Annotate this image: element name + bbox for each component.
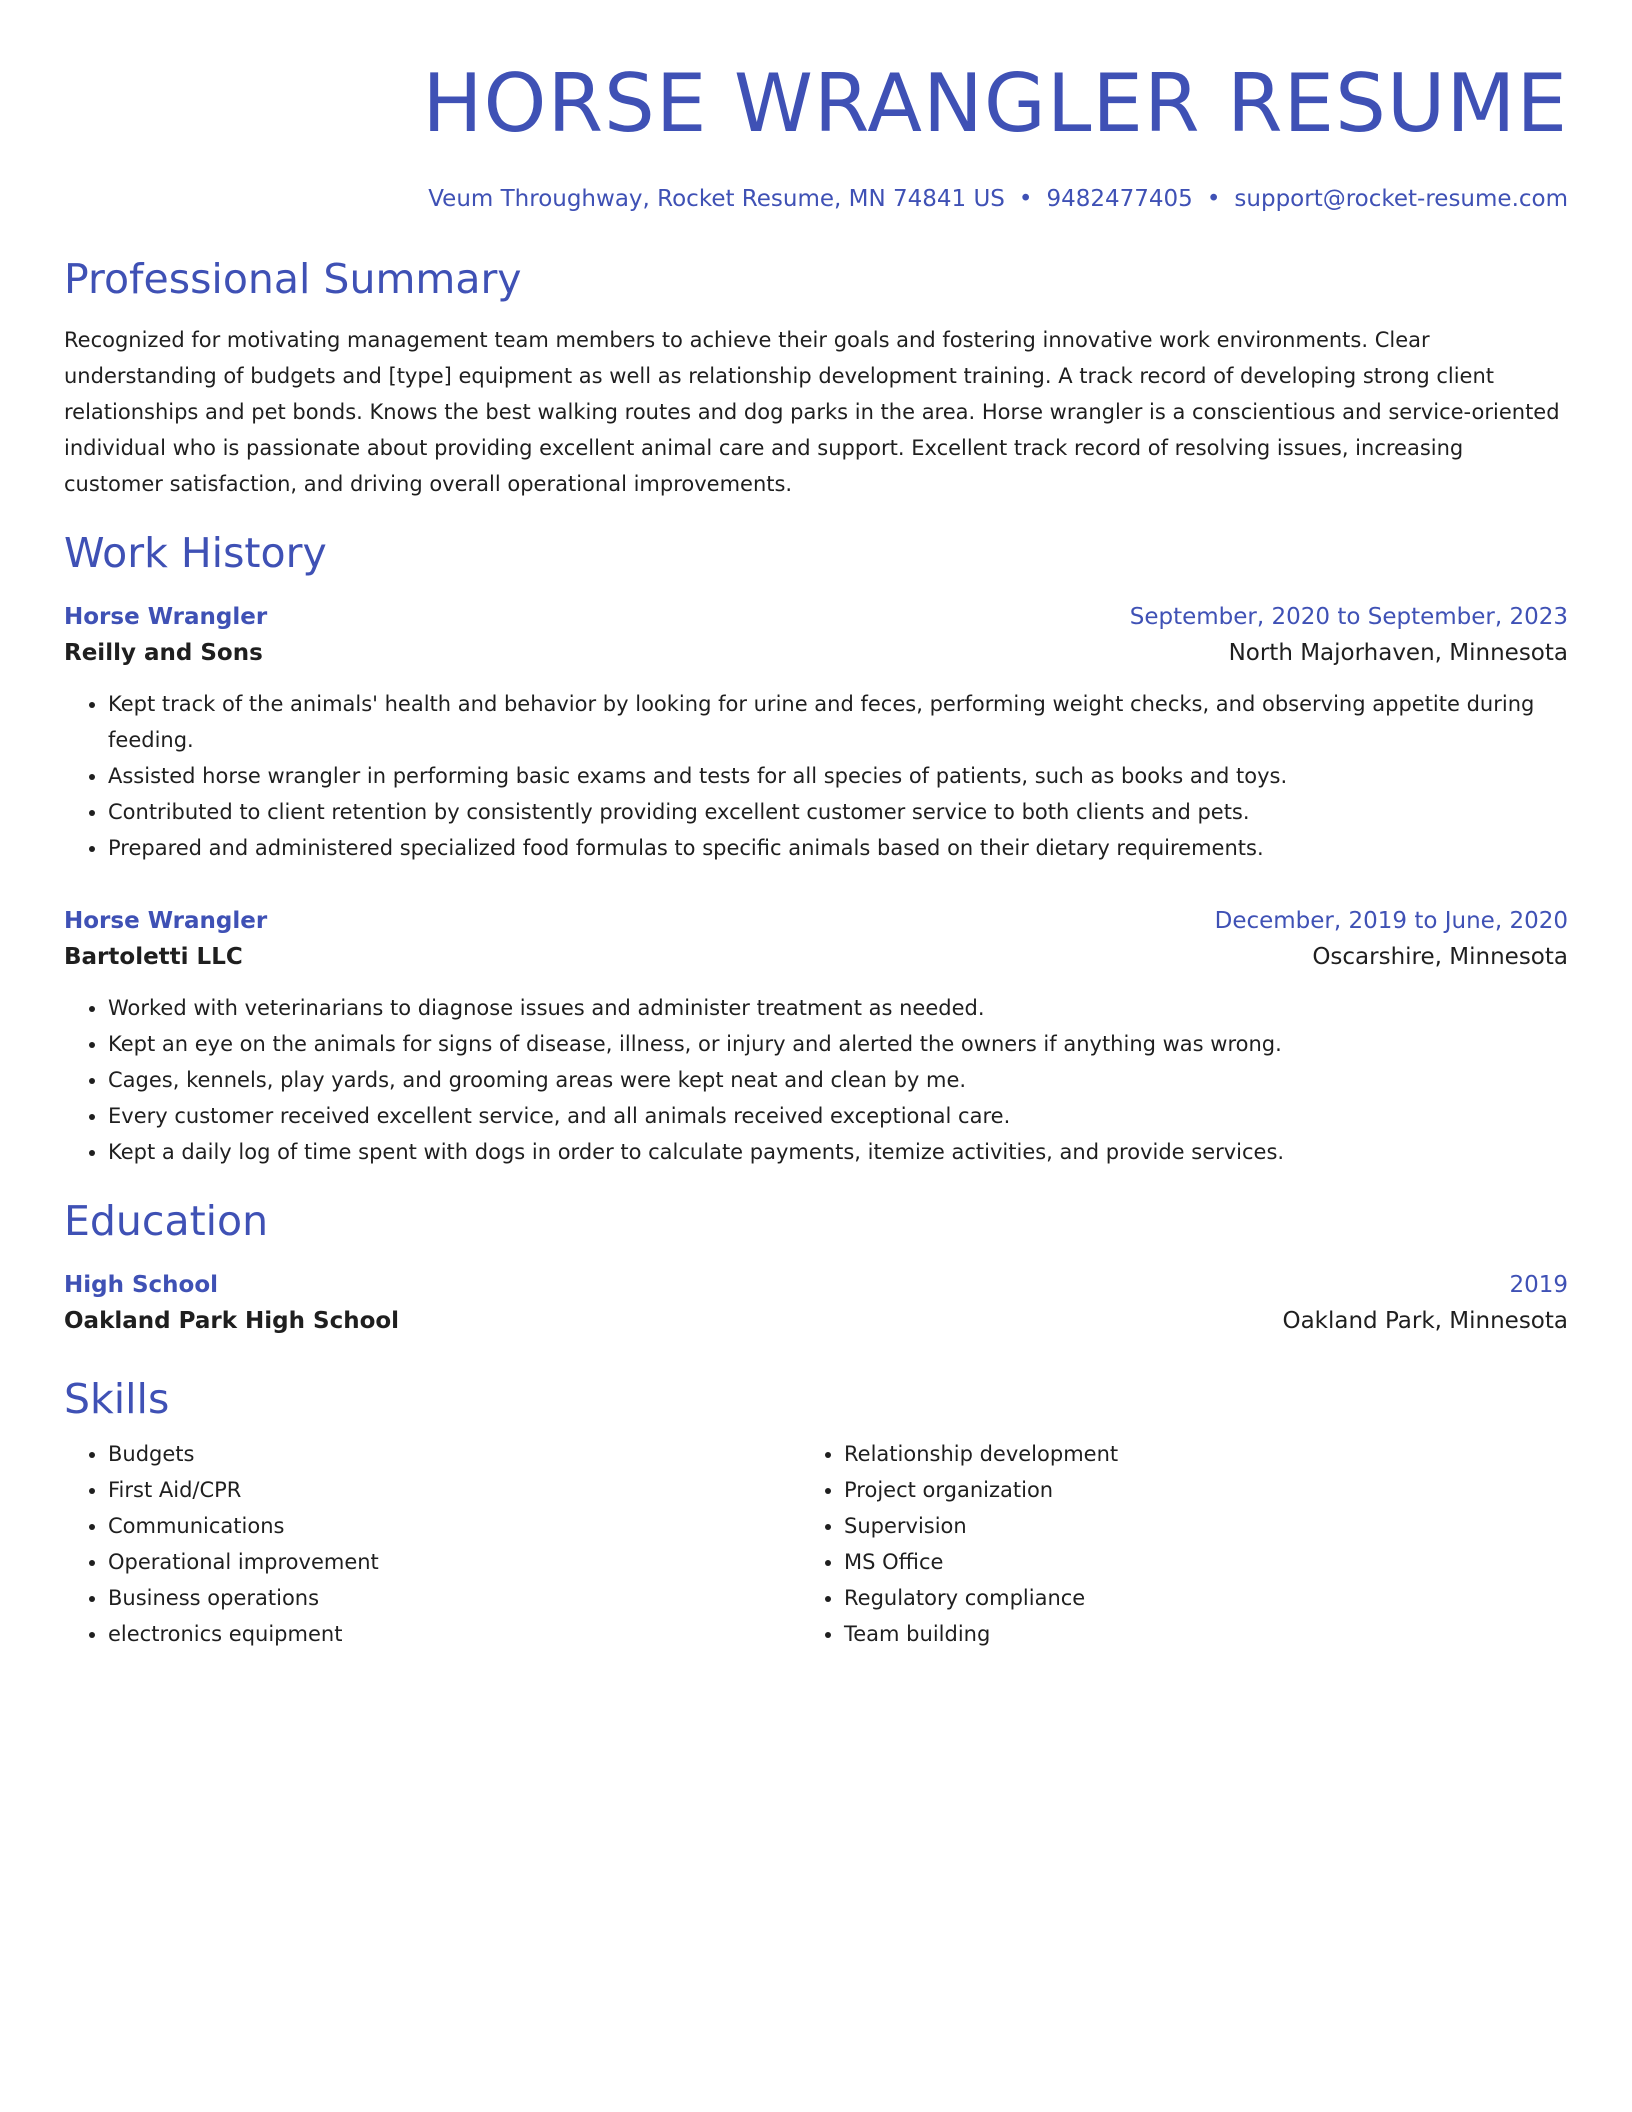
summary-text: Recognized for motivating management team members to achieve their goals and fostering innovative work environments. Clear understanding of budgets and [type] equipment as well as relationship development training. A track record of developing strong client relationships and pet bonds. Knows the best walking routes and dog parks in the area. Horse wrangler is a conscientious and service-oriented individual who is passionate about providing excellent animal care and support. Excellent track record of resolving issues, increasing customer satisfaction, and driving overall operational improvements.	[64, 328, 1560, 496]
skill-item: • Business operations	[108, 1580, 800, 1616]
skill-item: • Team building	[844, 1616, 1536, 1652]
skill-item: • Relationship development	[844, 1436, 1536, 1472]
job-company: Bartoletti LLC	[64, 944, 243, 970]
skill-item: • electronics equipment	[108, 1616, 800, 1652]
education-school: Oakland Park High School	[64, 1308, 400, 1334]
skill-item: • Supervision	[844, 1508, 1536, 1544]
skill-item: • Communications	[108, 1508, 800, 1544]
job-dates: December, 2019 to June, 2020	[1214, 908, 1568, 934]
job-duties-list	[64, 686, 1568, 866]
job-title: Horse Wrangler	[64, 604, 268, 630]
job-duty: • Worked with veterinarians to diagnose issues and administer treatment as needed.	[108, 990, 1568, 1026]
job-entry	[64, 600, 1568, 866]
job-duty: • Contributed to client retention by consistently providing excellent customer service to both clients and pets.	[108, 794, 1568, 830]
education-header-row	[64, 1268, 1568, 1302]
skill-item: • Operational improvement	[108, 1544, 800, 1580]
education-entry	[64, 1268, 1568, 1340]
job-title: Horse Wrangler	[64, 908, 268, 934]
job-duties-list	[64, 990, 1568, 1170]
job-header-row	[64, 600, 1568, 634]
skills-list-left	[64, 1436, 800, 1652]
skill-item: • Budgets	[108, 1436, 800, 1472]
contact-email: support@rocket-resume.com	[1234, 186, 1568, 212]
job-location: North Majorhaven, Minnesota	[1228, 640, 1568, 666]
resume-title: HORSE WRANGLER RESUME	[422, 57, 1568, 150]
summary-heading: Professional Summary	[64, 255, 522, 303]
job-duty: • Cages, kennels, play yards, and grooming areas were kept neat and clean by me.	[108, 1062, 1568, 1098]
contact-phone: 9482477405	[1046, 186, 1193, 212]
skills-grid	[64, 1436, 1568, 1652]
work-history-heading: Work History	[64, 529, 327, 577]
skills-list-right	[800, 1436, 1536, 1652]
skill-item: • Regulatory compliance	[844, 1580, 1536, 1616]
contact-line	[64, 184, 1568, 214]
job-duty: • Prepared and administered specialized food formulas to specific animals based on their dietary requirements.	[108, 830, 1568, 866]
education-school-row	[64, 1302, 1568, 1340]
skill-item: • Project organization	[844, 1472, 1536, 1508]
contact-separator: •	[1018, 186, 1033, 212]
job-dates: September, 2020 to September, 2023	[1129, 604, 1568, 630]
job-duty: • Kept a daily log of time spent with dogs in order to calculate payments, itemize activities, and provide services.	[108, 1134, 1568, 1170]
job-company: Reilly and Sons	[64, 640, 263, 666]
job-entry	[64, 904, 1568, 1170]
skill-item: • First Aid/CPR	[108, 1472, 800, 1508]
job-duty: • Assisted horse wrangler in performing basic exams and tests for all species of patients, such as books and toys.	[108, 758, 1568, 794]
job-header-row	[64, 904, 1568, 938]
education-heading: Education	[64, 1197, 269, 1245]
job-duty: • Kept track of the animals' health and behavior by looking for urine and feces, performing weight checks, and observing appetite during feeding.	[108, 686, 1568, 758]
job-company-row	[64, 938, 1568, 976]
job-duty: • Every customer received excellent service, and all animals received exceptional care.	[108, 1098, 1568, 1134]
contact-separator: •	[1206, 186, 1221, 212]
job-duty: • Kept an eye on the animals for signs of disease, illness, or injury and alerted the owners if anything was wrong.	[108, 1026, 1568, 1062]
education-degree: High School	[64, 1272, 219, 1298]
job-company-row	[64, 634, 1568, 672]
education-location: Oakland Park, Minnesota	[1282, 1308, 1568, 1334]
skill-item: • MS Office	[844, 1544, 1536, 1580]
contact-address: Veum Throughway, Rocket Resume, MN 74841 US	[428, 186, 1005, 212]
education-year: 2019	[1509, 1272, 1568, 1298]
skills-heading: Skills	[64, 1375, 170, 1423]
job-location: Oscarshire, Minnesota	[1312, 944, 1568, 970]
